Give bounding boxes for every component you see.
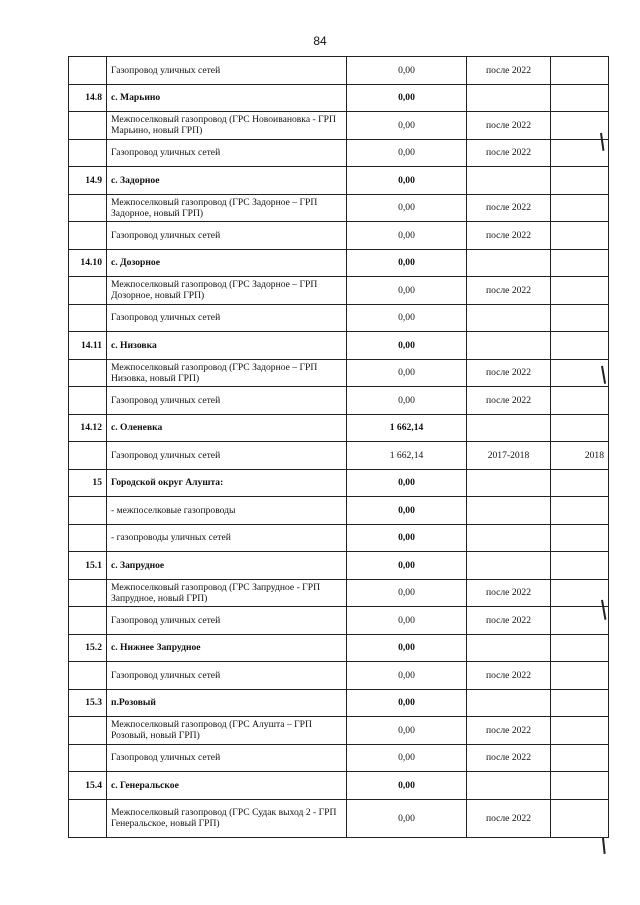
table-row <box>69 744 609 772</box>
item-number <box>69 304 107 332</box>
item-year <box>551 497 609 525</box>
item-name: Межпоселковый газопровод (ГРС Задорное – ГРП Задорное, новый ГРП) <box>107 194 347 222</box>
item-number <box>69 497 107 525</box>
table-row <box>69 607 609 635</box>
item-name: с. Низовка <box>107 332 347 360</box>
item-name: Межпоселковый газопровод (ГРС Алушта – ГРП Розовый, новый ГРП) <box>107 717 347 745</box>
item-number: 14.12 <box>69 414 107 442</box>
item-period: после 2022 <box>467 662 551 690</box>
item-number <box>69 744 107 772</box>
item-period: после 2022 <box>467 139 551 167</box>
table-row <box>69 112 609 140</box>
item-number: 14.9 <box>69 167 107 195</box>
item-period: после 2022 <box>467 799 551 837</box>
item-number <box>69 57 107 85</box>
table-row <box>69 387 609 415</box>
item-year <box>551 387 609 415</box>
item-name: с. Задорное <box>107 167 347 195</box>
item-period <box>467 249 551 277</box>
item-period <box>467 469 551 497</box>
item-name: - межпоселковые газопроводы <box>107 497 347 525</box>
item-number: 15.4 <box>69 772 107 800</box>
item-number <box>69 277 107 305</box>
item-name: Газопровод уличных сетей <box>107 387 347 415</box>
table-row <box>69 277 609 305</box>
item-value: 0,00 <box>347 57 467 85</box>
item-name: с. Оленевка <box>107 414 347 442</box>
item-period <box>467 497 551 525</box>
item-name: Межпоселковый газопровод (ГРС Запрудное - ГРП Запрудное, новый ГРП) <box>107 579 347 607</box>
item-value: 0,00 <box>347 222 467 250</box>
item-value: 0,00 <box>347 304 467 332</box>
item-period <box>467 332 551 360</box>
item-year <box>551 744 609 772</box>
item-period <box>467 414 551 442</box>
item-value: 0,00 <box>347 112 467 140</box>
item-name: Газопровод уличных сетей <box>107 607 347 635</box>
item-number <box>69 359 107 387</box>
item-name: с. Генеральское <box>107 772 347 800</box>
item-number: 15.3 <box>69 689 107 717</box>
item-value: 0,00 <box>347 799 467 837</box>
table-row <box>69 249 609 277</box>
item-value: 0,00 <box>347 662 467 690</box>
item-year <box>551 607 609 635</box>
item-name: Газопровод уличных сетей <box>107 57 347 85</box>
table-row <box>69 139 609 167</box>
item-value: 0,00 <box>347 469 467 497</box>
item-year <box>551 524 609 552</box>
item-number <box>69 717 107 745</box>
table-row <box>69 414 609 442</box>
item-year <box>551 579 609 607</box>
item-year <box>551 717 609 745</box>
item-value: 0,00 <box>347 744 467 772</box>
item-year <box>551 277 609 305</box>
item-year <box>551 689 609 717</box>
item-year <box>551 84 609 112</box>
item-year <box>551 57 609 85</box>
item-number: 15 <box>69 469 107 497</box>
item-value: 0,00 <box>347 552 467 580</box>
item-year <box>551 799 609 837</box>
item-number <box>69 139 107 167</box>
item-value: 0,00 <box>347 497 467 525</box>
item-period <box>467 167 551 195</box>
table-row <box>69 689 609 717</box>
item-name: Газопровод уличных сетей <box>107 744 347 772</box>
item-value: 0,00 <box>347 249 467 277</box>
item-period <box>467 772 551 800</box>
item-period: после 2022 <box>467 112 551 140</box>
item-number <box>69 662 107 690</box>
table-row <box>69 579 609 607</box>
table-row <box>69 167 609 195</box>
table-row <box>69 304 609 332</box>
item-period: после 2022 <box>467 194 551 222</box>
item-name: - газопроводы уличных сетей <box>107 524 347 552</box>
item-value: 0,00 <box>347 524 467 552</box>
item-value: 0,00 <box>347 359 467 387</box>
item-value: 0,00 <box>347 772 467 800</box>
item-year <box>551 167 609 195</box>
item-year <box>551 552 609 580</box>
item-name: Газопровод уличных сетей <box>107 442 347 470</box>
item-period <box>467 524 551 552</box>
item-value: 0,00 <box>347 139 467 167</box>
item-value: 0,00 <box>347 332 467 360</box>
item-number: 14.8 <box>69 84 107 112</box>
item-period: после 2022 <box>467 579 551 607</box>
item-value: 0,00 <box>347 167 467 195</box>
item-name: Межпоселковый газопровод (ГРС Судак выход 2 - ГРП Генеральское, новый ГРП) <box>107 799 347 837</box>
item-value: 0,00 <box>347 579 467 607</box>
item-period <box>467 552 551 580</box>
item-name: Межпоселковый газопровод (ГРС Задорное – ГРП Низовка, новый ГРП) <box>107 359 347 387</box>
item-number: 15.2 <box>69 634 107 662</box>
item-period: после 2022 <box>467 607 551 635</box>
item-period <box>467 634 551 662</box>
table-row <box>69 662 609 690</box>
table-row <box>69 57 609 85</box>
table-row <box>69 469 609 497</box>
table-row <box>69 359 609 387</box>
item-year <box>551 359 609 387</box>
item-number <box>69 799 107 837</box>
item-number <box>69 222 107 250</box>
item-number: 14.10 <box>69 249 107 277</box>
item-period: после 2022 <box>467 744 551 772</box>
item-year <box>551 249 609 277</box>
table-row <box>69 717 609 745</box>
table-row <box>69 634 609 662</box>
item-period <box>467 304 551 332</box>
item-number <box>69 524 107 552</box>
item-value: 0,00 <box>347 194 467 222</box>
item-name: Газопровод уличных сетей <box>107 139 347 167</box>
item-year <box>551 332 609 360</box>
item-year <box>551 662 609 690</box>
item-name: с. Дозорное <box>107 249 347 277</box>
table-row <box>69 524 609 552</box>
item-period <box>467 84 551 112</box>
item-value: 0,00 <box>347 387 467 415</box>
item-number <box>69 579 107 607</box>
item-name: Городской округ Алушта: <box>107 469 347 497</box>
table-row <box>69 772 609 800</box>
item-year <box>551 304 609 332</box>
item-name: Газопровод уличных сетей <box>107 662 347 690</box>
item-number <box>69 112 107 140</box>
table-row <box>69 552 609 580</box>
item-period: после 2022 <box>467 717 551 745</box>
item-year <box>551 469 609 497</box>
gas-pipeline-table <box>68 56 609 838</box>
item-number: 14.11 <box>69 332 107 360</box>
table-body <box>69 57 609 838</box>
item-period: после 2022 <box>467 359 551 387</box>
item-year <box>551 194 609 222</box>
item-name: с. Нижнее Запрудное <box>107 634 347 662</box>
item-value: 0,00 <box>347 84 467 112</box>
item-number: 15.1 <box>69 552 107 580</box>
table-row <box>69 799 609 837</box>
item-name: Газопровод уличных сетей <box>107 222 347 250</box>
item-value: 1 662,14 <box>347 442 467 470</box>
item-year <box>551 222 609 250</box>
table-row <box>69 442 609 470</box>
item-value: 0,00 <box>347 277 467 305</box>
table-row <box>69 194 609 222</box>
item-year <box>551 414 609 442</box>
item-number <box>69 194 107 222</box>
item-name: Межпоселковый газопровод (ГРС Задорное – ГРП Дозорное, новый ГРП) <box>107 277 347 305</box>
item-number <box>69 607 107 635</box>
item-year <box>551 634 609 662</box>
item-period: после 2022 <box>467 57 551 85</box>
item-name: с. Запрудное <box>107 552 347 580</box>
item-year <box>551 772 609 800</box>
item-name: Межпоселковый газопровод (ГРС Новоивановка - ГРП Марьино, новый ГРП) <box>107 112 347 140</box>
item-year <box>551 139 609 167</box>
item-number <box>69 387 107 415</box>
item-value: 0,00 <box>347 717 467 745</box>
item-value: 0,00 <box>347 607 467 635</box>
item-value: 1 662,14 <box>347 414 467 442</box>
item-name: с. Марьино <box>107 84 347 112</box>
item-value: 0,00 <box>347 634 467 662</box>
item-period: после 2022 <box>467 222 551 250</box>
item-period: после 2022 <box>467 387 551 415</box>
item-name: Газопровод уличных сетей <box>107 304 347 332</box>
item-value: 0,00 <box>347 689 467 717</box>
item-name: п.Розовый <box>107 689 347 717</box>
item-period <box>467 689 551 717</box>
pen-mark <box>602 838 605 854</box>
table-row <box>69 497 609 525</box>
page-number: 84 <box>313 34 327 48</box>
item-period: после 2022 <box>467 277 551 305</box>
table-row <box>69 222 609 250</box>
item-period: 2017-2018 <box>467 442 551 470</box>
table-row <box>69 332 609 360</box>
item-number <box>69 442 107 470</box>
table-row <box>69 84 609 112</box>
item-year: 2018 <box>551 442 609 470</box>
